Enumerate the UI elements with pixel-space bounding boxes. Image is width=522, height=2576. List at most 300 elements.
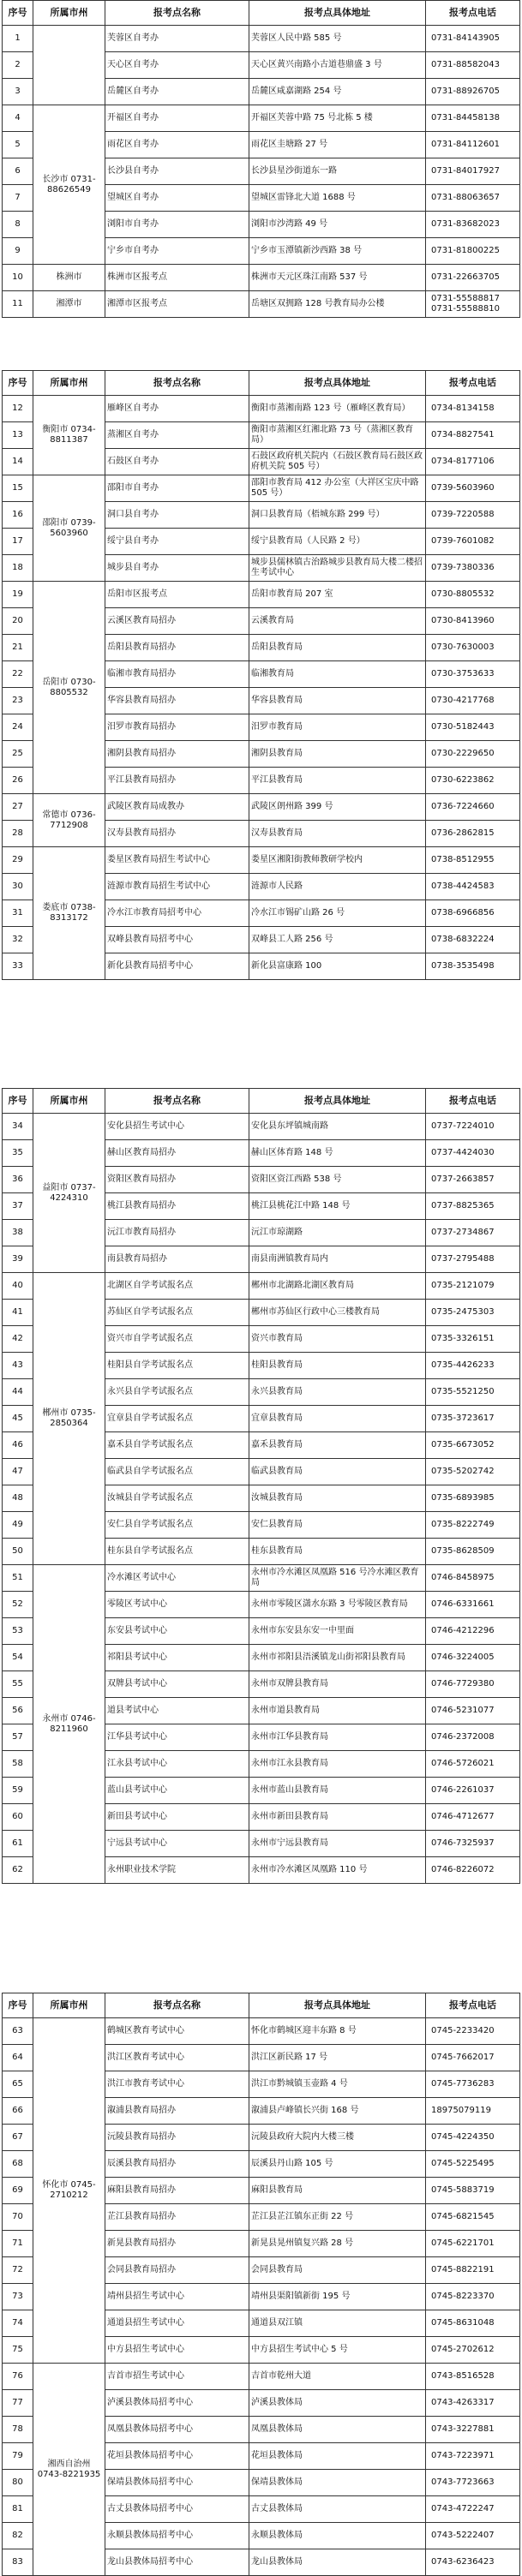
cell-site-phone: 0734-8177106 xyxy=(426,449,520,475)
cell-serial-no: 15 xyxy=(3,475,33,502)
cell-site-phone: 0735-2121079 xyxy=(426,1273,520,1300)
cell-site-phone: 0739-7220588 xyxy=(426,502,520,529)
cell-site-phone: 0730-7630003 xyxy=(426,635,520,661)
cell-site-name: 冷水江市教育局招考中心 xyxy=(105,900,249,927)
cell-site-address: 永州市道县教育局 xyxy=(249,1698,426,1724)
cell-site-phone: 0745-5883719 xyxy=(426,2178,520,2204)
cell-site-phone: 0746-3224005 xyxy=(426,1645,520,1671)
cell-site-name: 宁远县考试中心 xyxy=(105,1831,249,1857)
cell-site-phone: 0746-4212296 xyxy=(426,1618,520,1645)
cell-site-phone: 0743-8516528 xyxy=(426,2364,520,2390)
cell-site-name: 苏仙区自学考试报名点 xyxy=(105,1300,249,1326)
cell-site-name: 吉首市招生考试中心 xyxy=(105,2364,249,2390)
column-header-name: 报考点名称 xyxy=(105,1993,249,2018)
cell-site-name: 汝城县自学考试报名点 xyxy=(105,1485,249,1512)
cell-site-phone: 0745-4224350 xyxy=(426,2125,520,2151)
cell-site-address: 武陵区朗州路 399 号 xyxy=(249,794,426,821)
cell-site-phone: 0746-7729380 xyxy=(426,1671,520,1698)
cell-site-address: 衡阳市蒸湘区红湘北路 73 号（蒸湘区教育局） xyxy=(249,422,426,449)
cell-site-address: 桃江县桃花江中路 148 号 xyxy=(249,1193,426,1220)
cell-site-phone: 0731-88582043 xyxy=(426,52,520,79)
cell-site-address: 平江县教育局 xyxy=(249,768,426,794)
cell-site-phone: 0743-3227881 xyxy=(426,2417,520,2443)
cell-site-phone: 0731-55588817 0731-55588810 xyxy=(426,291,520,318)
cell-site-phone: 0738-4424583 xyxy=(426,874,520,900)
cell-serial-no: 76 xyxy=(3,2364,33,2390)
cell-site-address: 株洲市天元区珠江南路 537 号 xyxy=(249,265,426,291)
cell-serial-no: 12 xyxy=(3,396,33,422)
cell-site-phone: 0746-5726021 xyxy=(426,1751,520,1778)
cell-serial-no: 65 xyxy=(3,2071,33,2098)
cell-city: 岳阳市 0730-8805532 xyxy=(33,582,105,794)
cell-serial-no: 33 xyxy=(3,953,33,980)
table-row xyxy=(3,2018,520,2045)
cell-city: 怀化市 0745-2710212 xyxy=(33,2018,105,2364)
cell-serial-no: 29 xyxy=(3,847,33,874)
cell-site-name: 龙山县教体局招考中心 xyxy=(105,2549,249,2576)
cell-site-address: 绥宁县教育局（人民路 2 号） xyxy=(249,529,426,555)
cell-site-name: 永州职业技术学院 xyxy=(105,1857,249,1884)
column-header-no: 序号 xyxy=(3,1089,33,1114)
cell-site-name: 云溪区教育局招办 xyxy=(105,608,249,635)
cell-site-address: 汝城县教育局 xyxy=(249,1485,426,1512)
table-row xyxy=(3,265,520,291)
cell-site-phone: 0735-2475303 xyxy=(426,1300,520,1326)
cell-site-address: 南县南洲镇教育局内 xyxy=(249,1246,426,1273)
cell-site-address: 湘阴县教育局 xyxy=(249,741,426,768)
cell-serial-no: 45 xyxy=(3,1406,33,1432)
cell-site-phone: 0746-8458975 xyxy=(426,1565,520,1592)
cell-serial-no: 19 xyxy=(3,582,33,608)
cell-city: 湘西自治州 0743-8221935 xyxy=(33,2364,105,2576)
exam-sites-table xyxy=(2,1993,520,2576)
cell-site-address: 泸溪县教体局 xyxy=(249,2390,426,2417)
table-row xyxy=(3,582,520,608)
cell-serial-no: 50 xyxy=(3,1539,33,1565)
cell-site-name: 赫山区教育局招办 xyxy=(105,1140,249,1167)
cell-site-name: 桃江县教育局招办 xyxy=(105,1193,249,1220)
cell-site-name: 桂东县自学考试报名点 xyxy=(105,1539,249,1565)
cell-site-phone: 0745-2702612 xyxy=(426,2337,520,2364)
cell-site-address: 资兴市教育局 xyxy=(249,1326,426,1353)
cell-serial-no: 14 xyxy=(3,449,33,475)
cell-site-name: 会同县教育局招办 xyxy=(105,2257,249,2284)
cell-site-phone: 0730-6223862 xyxy=(426,768,520,794)
table-header-row xyxy=(3,1,520,26)
cell-site-address: 岳麓区咸嘉湖路 254 号 xyxy=(249,79,426,105)
cell-site-address: 岳阳县教育局 xyxy=(249,635,426,661)
cell-site-address: 安化县东坪镇城南路 xyxy=(249,1114,426,1140)
cell-site-address: 溆浦县卢峰镇长兴街 168 号 xyxy=(249,2098,426,2125)
cell-site-phone: 0734-8134158 xyxy=(426,396,520,422)
cell-site-phone: 0743-4722247 xyxy=(426,2496,520,2523)
cell-serial-no: 4 xyxy=(3,105,33,132)
cell-serial-no: 79 xyxy=(3,2443,33,2470)
cell-site-phone: 0745-6221701 xyxy=(426,2231,520,2257)
cell-site-address: 古丈县教体局 xyxy=(249,2496,426,2523)
cell-site-name: 浏阳市自考办 xyxy=(105,212,249,238)
cell-serial-no: 64 xyxy=(3,2045,33,2071)
cell-site-address: 永州市宁远县教育局 xyxy=(249,1831,426,1857)
cell-site-phone: 0735-8222749 xyxy=(426,1512,520,1539)
cell-serial-no: 41 xyxy=(3,1300,33,1326)
column-header-phone: 报考点电话 xyxy=(426,1,520,26)
cell-serial-no: 55 xyxy=(3,1671,33,1698)
cell-serial-no: 30 xyxy=(3,874,33,900)
cell-site-phone: 0743-4263317 xyxy=(426,2390,520,2417)
cell-site-name: 麻阳县教育局招办 xyxy=(105,2178,249,2204)
cell-site-address: 宜章县教育局 xyxy=(249,1406,426,1432)
cell-site-address: 娄星区湘阳街教师教研学校内 xyxy=(249,847,426,874)
cell-site-name: 保靖县教体局招考中心 xyxy=(105,2470,249,2496)
cell-site-phone: 0738-6832224 xyxy=(426,927,520,953)
cell-site-name: 蒸湘区自考办 xyxy=(105,422,249,449)
cell-site-address: 永州市东安县东安一中里面 xyxy=(249,1618,426,1645)
cell-site-address: 永州市双牌县教育局 xyxy=(249,1671,426,1698)
cell-site-phone: 0738-8512955 xyxy=(426,847,520,874)
cell-serial-no: 46 xyxy=(3,1432,33,1459)
column-header-addr: 报考点具体地址 xyxy=(249,1089,426,1114)
cell-site-name: 祁阳县考试中心 xyxy=(105,1645,249,1671)
cell-site-phone: 0731-84458138 xyxy=(426,105,520,132)
cell-site-phone: 0731-84017927 xyxy=(426,158,520,185)
cell-serial-no: 25 xyxy=(3,741,33,768)
exam-sites-table xyxy=(2,370,520,980)
cell-site-name: 北湖区自学考试报名点 xyxy=(105,1273,249,1300)
column-header-city: 所属市州 xyxy=(33,1993,105,2018)
cell-site-name: 花垣县教体局招考中心 xyxy=(105,2443,249,2470)
cell-serial-no: 8 xyxy=(3,212,33,238)
cell-serial-no: 48 xyxy=(3,1485,33,1512)
cell-site-address: 开福区芙蓉中路 75 号北栋 5 楼 xyxy=(249,105,426,132)
cell-site-address: 永州市蓝山县教育局 xyxy=(249,1778,426,1804)
table-header-row xyxy=(3,1089,520,1114)
cell-site-phone: 0730-2229650 xyxy=(426,741,520,768)
cell-serial-no: 68 xyxy=(3,2151,33,2178)
cell-serial-no: 58 xyxy=(3,1751,33,1778)
cell-site-address: 郴州市苏仙区行政中心三楼教育局 xyxy=(249,1300,426,1326)
cell-site-address: 岳阳市教育局 207 室 xyxy=(249,582,426,608)
cell-site-address: 华容县教育局 xyxy=(249,688,426,714)
cell-site-name: 洪江区教育考试中心 xyxy=(105,2045,249,2071)
cell-site-address: 永州市冷水滩区凤凰路 516 号冷水滩区教育局 xyxy=(249,1565,426,1592)
cell-site-address: 城步县儒林镇古治路城步县教育局大楼二楼招生考试中心 xyxy=(249,555,426,582)
cell-site-name: 永兴县自学考试报名点 xyxy=(105,1379,249,1406)
cell-serial-no: 44 xyxy=(3,1379,33,1406)
column-header-no: 序号 xyxy=(3,371,33,396)
cell-city: 湘潭市 xyxy=(33,291,105,318)
cell-site-name: 平江县教育局招办 xyxy=(105,768,249,794)
cell-site-phone: 0746-5231077 xyxy=(426,1698,520,1724)
cell-site-name: 洞口县自考办 xyxy=(105,502,249,529)
cell-serial-no: 43 xyxy=(3,1353,33,1379)
cell-site-name: 邵阳市自考办 xyxy=(105,475,249,502)
cell-site-address: 永州市江永县教育局 xyxy=(249,1751,426,1778)
cell-city: 邵阳市 0739-5603960 xyxy=(33,475,105,582)
cell-site-phone: 0745-7736283 xyxy=(426,2071,520,2098)
cell-serial-no: 38 xyxy=(3,1220,33,1246)
cell-serial-no: 80 xyxy=(3,2470,33,2496)
cell-serial-no: 61 xyxy=(3,1831,33,1857)
table-row xyxy=(3,794,520,821)
cell-site-name: 中方县招生考试中心 xyxy=(105,2337,249,2364)
cell-site-name: 泸溪县教体局招考中心 xyxy=(105,2390,249,2417)
cell-city: 衡阳市 0734-8811387 xyxy=(33,396,105,475)
cell-serial-no: 42 xyxy=(3,1326,33,1353)
cell-site-name: 岳阳市区报考点 xyxy=(105,582,249,608)
cell-site-name: 涟源市教育局招生考试中心 xyxy=(105,874,249,900)
cell-site-address: 吉首市乾州大道 xyxy=(249,2364,426,2390)
cell-serial-no: 1 xyxy=(3,26,33,52)
cell-site-name: 新田县考试中心 xyxy=(105,1804,249,1831)
cell-serial-no: 73 xyxy=(3,2284,33,2310)
cell-site-phone: 0745-6821545 xyxy=(426,2204,520,2231)
cell-site-address: 新晃县晃州镇复兴路 28 号 xyxy=(249,2231,426,2257)
cell-site-address: 临武县教育局 xyxy=(249,1459,426,1485)
cell-site-name: 嘉禾县自学考试报名点 xyxy=(105,1432,249,1459)
column-header-name: 报考点名称 xyxy=(105,1089,249,1114)
cell-site-address: 衡阳市蒸湘南路 123 号（雁峰区教育局） xyxy=(249,396,426,422)
table-row xyxy=(3,1273,520,1300)
cell-site-phone: 0746-2261037 xyxy=(426,1778,520,1804)
cell-site-phone: 0731-84112601 xyxy=(426,132,520,158)
cell-serial-no: 2 xyxy=(3,52,33,79)
table-row xyxy=(3,1565,520,1592)
cell-serial-no: 74 xyxy=(3,2310,33,2337)
cell-site-name: 株洲市区报考点 xyxy=(105,265,249,291)
cell-site-phone: 0739-7601082 xyxy=(426,529,520,555)
cell-serial-no: 34 xyxy=(3,1114,33,1140)
cell-site-name: 蓝山县考试中心 xyxy=(105,1778,249,1804)
cell-site-phone: 0745-2233420 xyxy=(426,2018,520,2045)
cell-site-name: 道县考试中心 xyxy=(105,1698,249,1724)
cell-site-name: 武陵区教育局成教办 xyxy=(105,794,249,821)
cell-site-phone: 0746-4712677 xyxy=(426,1804,520,1831)
cell-site-name: 岳阳县教育局招办 xyxy=(105,635,249,661)
cell-site-name: 湘阴县教育局招办 xyxy=(105,741,249,768)
cell-site-address: 洪江区新民路 17 号 xyxy=(249,2045,426,2071)
cell-site-name: 洪江市教育考试中心 xyxy=(105,2071,249,2098)
cell-site-name: 冷水滩区考试中心 xyxy=(105,1565,249,1592)
cell-site-phone: 0730-3753633 xyxy=(426,661,520,688)
cell-site-name: 长沙县自考办 xyxy=(105,158,249,185)
cell-serial-no: 9 xyxy=(3,238,33,265)
cell-site-address: 永州市新田县教育局 xyxy=(249,1804,426,1831)
cell-serial-no: 69 xyxy=(3,2178,33,2204)
cell-site-name: 天心区自考办 xyxy=(105,52,249,79)
cell-serial-no: 17 xyxy=(3,529,33,555)
cell-site-address: 中方县招生考试中心 5 号 xyxy=(249,2337,426,2364)
cell-city: 娄底市 0738-8313172 xyxy=(33,847,105,980)
cell-serial-no: 39 xyxy=(3,1246,33,1273)
cell-site-address: 长沙县星沙街道东一路 xyxy=(249,158,426,185)
cell-site-phone: 0745-5225495 xyxy=(426,2151,520,2178)
cell-serial-no: 66 xyxy=(3,2098,33,2125)
cell-site-address: 洞口县教育局（梧城东路 299 号） xyxy=(249,502,426,529)
cell-site-phone: 0730-8413960 xyxy=(426,608,520,635)
cell-serial-no: 10 xyxy=(3,265,33,291)
cell-site-phone: 0745-7662017 xyxy=(426,2045,520,2071)
cell-site-address: 冷水江市锡矿山路 26 号 xyxy=(249,900,426,927)
cell-serial-no: 52 xyxy=(3,1592,33,1618)
column-header-name: 报考点名称 xyxy=(105,1,249,26)
cell-site-phone: 0731-81800225 xyxy=(426,238,520,265)
table-row xyxy=(3,2364,520,2390)
cell-site-address: 云溪教育局 xyxy=(249,608,426,635)
cell-site-name: 望城区自考办 xyxy=(105,185,249,212)
cell-serial-no: 13 xyxy=(3,422,33,449)
cell-serial-no: 60 xyxy=(3,1804,33,1831)
cell-serial-no: 7 xyxy=(3,185,33,212)
cell-site-address: 怀化市鹤城区迎丰东路 8 号 xyxy=(249,2018,426,2045)
table-row xyxy=(3,847,520,874)
cell-site-address: 汉寿县教育局 xyxy=(249,821,426,847)
cell-site-name: 江华县考试中心 xyxy=(105,1724,249,1751)
cell-site-phone: 0735-5521250 xyxy=(426,1379,520,1406)
cell-site-address: 芷江县芷江镇东正街 22 号 xyxy=(249,2204,426,2231)
cell-site-address: 安仁县教育局 xyxy=(249,1512,426,1539)
cell-site-address: 郴州市北湖路北湖区教育局 xyxy=(249,1273,426,1300)
cell-site-phone: 0735-3326151 xyxy=(426,1326,520,1353)
cell-site-address: 沅江市琼湖路 xyxy=(249,1220,426,1246)
cell-site-name: 宁乡市自考办 xyxy=(105,238,249,265)
cell-site-name: 鹤城区教育考试中心 xyxy=(105,2018,249,2045)
cell-serial-no: 82 xyxy=(3,2523,33,2549)
cell-site-address: 临湘教育局 xyxy=(249,661,426,688)
cell-site-name: 南县教育局招办 xyxy=(105,1246,249,1273)
cell-site-address: 双峰县工人路 256 号 xyxy=(249,927,426,953)
cell-site-phone: 0743-6236423 xyxy=(426,2549,520,2576)
cell-site-phone: 0735-5202742 xyxy=(426,1459,520,1485)
cell-serial-no: 56 xyxy=(3,1698,33,1724)
table-row xyxy=(3,475,520,502)
cell-serial-no: 72 xyxy=(3,2257,33,2284)
cell-site-phone: 0735-6673052 xyxy=(426,1432,520,1459)
cell-site-name: 绥宁县自考办 xyxy=(105,529,249,555)
cell-site-name: 资阳区教育局招办 xyxy=(105,1167,249,1193)
column-header-no: 序号 xyxy=(3,1,33,26)
cell-site-phone: 0731-22663705 xyxy=(426,265,520,291)
cell-serial-no: 20 xyxy=(3,608,33,635)
cell-site-name: 华容县教育局招办 xyxy=(105,688,249,714)
cell-serial-no: 11 xyxy=(3,291,33,318)
cell-site-phone: 0739-7380336 xyxy=(426,555,520,582)
cell-site-name: 城步县自考办 xyxy=(105,555,249,582)
cell-site-name: 宜章县自学考试报名点 xyxy=(105,1406,249,1432)
cell-site-name: 古丈县教体局招考中心 xyxy=(105,2496,249,2523)
cell-site-phone: 0735-8628509 xyxy=(426,1539,520,1565)
cell-site-address: 桂东县教育局 xyxy=(249,1539,426,1565)
cell-site-address: 芙蓉区人民中路 585 号 xyxy=(249,26,426,52)
cell-site-address: 望城区雷锋北大道 1688 号 xyxy=(249,185,426,212)
cell-site-phone: 0746-2372008 xyxy=(426,1724,520,1751)
cell-serial-no: 77 xyxy=(3,2390,33,2417)
cell-serial-no: 6 xyxy=(3,158,33,185)
cell-site-address: 资阳区资江西路 538 号 xyxy=(249,1167,426,1193)
table-header-row xyxy=(3,371,520,396)
table-row xyxy=(3,396,520,422)
cell-site-address: 石鼓区政府机关院内（石鼓区教育局石鼓区政府机关院 505 号） xyxy=(249,449,426,475)
cell-site-name: 靖州县招生考试中心 xyxy=(105,2284,249,2310)
cell-site-address: 新化县富康路 100 xyxy=(249,953,426,980)
cell-site-name: 新化县教育局招考中心 xyxy=(105,953,249,980)
cell-site-name: 双峰县教育局招考中心 xyxy=(105,927,249,953)
cell-site-address: 永州市祁阳县浯溪镇龙山街祁阳县教育局 xyxy=(249,1645,426,1671)
cell-site-address: 沅陵县政府大院内大楼三楼 xyxy=(249,2125,426,2151)
column-header-addr: 报考点具体地址 xyxy=(249,1,426,26)
cell-site-phone: 0735-6893985 xyxy=(426,1485,520,1512)
cell-site-phone: 0731-88063657 xyxy=(426,185,520,212)
cell-site-address: 桂阳县教育局 xyxy=(249,1353,426,1379)
cell-city: 常德市 0736-7712908 xyxy=(33,794,105,847)
cell-site-name: 临湘市教育局招办 xyxy=(105,661,249,688)
cell-site-name: 雨花区自考办 xyxy=(105,132,249,158)
cell-site-address: 保靖县教体局 xyxy=(249,2470,426,2496)
table-row xyxy=(3,105,520,132)
cell-city: 株洲市 xyxy=(33,265,105,291)
column-header-addr: 报考点具体地址 xyxy=(249,371,426,396)
cell-serial-no: 3 xyxy=(3,79,33,105)
cell-site-address: 洪江市黔城镇玉壶路 4 号 xyxy=(249,2071,426,2098)
cell-serial-no: 28 xyxy=(3,821,33,847)
cell-serial-no: 83 xyxy=(3,2549,33,2576)
cell-site-name: 沅江市教育局招办 xyxy=(105,1220,249,1246)
cell-site-phone: 0737-2734867 xyxy=(426,1220,520,1246)
cell-site-name: 安化县招生考试中心 xyxy=(105,1114,249,1140)
cell-site-phone: 0731-84143905 xyxy=(426,26,520,52)
cell-serial-no: 26 xyxy=(3,768,33,794)
cell-serial-no: 16 xyxy=(3,502,33,529)
cell-site-name: 娄星区教育局招生考试中心 xyxy=(105,847,249,874)
cell-city: 永州市 0746-8211960 xyxy=(33,1565,105,1884)
cell-site-phone: 0730-5182443 xyxy=(426,714,520,741)
cell-site-phone: 0731-83682023 xyxy=(426,212,520,238)
cell-serial-no: 21 xyxy=(3,635,33,661)
cell-site-address: 龙山县教体局 xyxy=(249,2549,426,2576)
cell-site-phone: 0737-8825365 xyxy=(426,1193,520,1220)
column-header-no: 序号 xyxy=(3,1993,33,2018)
cell-site-phone: 0734-8827541 xyxy=(426,422,520,449)
cell-serial-no: 37 xyxy=(3,1193,33,1220)
cell-site-phone: 18975079119 xyxy=(426,2098,520,2125)
cell-serial-no: 31 xyxy=(3,900,33,927)
cell-site-address: 浏阳市沙湾路 49 号 xyxy=(249,212,426,238)
cell-serial-no: 67 xyxy=(3,2125,33,2151)
cell-serial-no: 57 xyxy=(3,1724,33,1751)
cell-site-name: 临武县自学考试报名点 xyxy=(105,1459,249,1485)
exam-sites-table xyxy=(2,0,520,318)
cell-site-address: 凤凰县教体局 xyxy=(249,2417,426,2443)
cell-site-address: 永州市江华县教育局 xyxy=(249,1724,426,1751)
cell-serial-no: 40 xyxy=(3,1273,33,1300)
cell-serial-no: 36 xyxy=(3,1167,33,1193)
cell-site-address: 麻阳县教育局 xyxy=(249,2178,426,2204)
cell-site-name: 桂阳县自学考试报名点 xyxy=(105,1353,249,1379)
cell-site-name: 新晃县教育局招办 xyxy=(105,2231,249,2257)
cell-site-address: 汨罗市教育局 xyxy=(249,714,426,741)
column-header-phone: 报考点电话 xyxy=(426,371,520,396)
cell-serial-no: 23 xyxy=(3,688,33,714)
cell-site-address: 涟源市人民路 xyxy=(249,874,426,900)
cell-serial-no: 78 xyxy=(3,2417,33,2443)
cell-site-phone: 0739-5603960 xyxy=(426,475,520,502)
cell-serial-no: 81 xyxy=(3,2496,33,2523)
cell-site-address: 通道县双江镇 xyxy=(249,2310,426,2337)
cell-site-address: 永州市冷水滩区凤凰路 110 号 xyxy=(249,1857,426,1884)
cell-site-name: 沅陵县教育局招办 xyxy=(105,2125,249,2151)
exam-sites-table xyxy=(2,1088,520,1884)
cell-site-phone: 0743-7223971 xyxy=(426,2443,520,2470)
